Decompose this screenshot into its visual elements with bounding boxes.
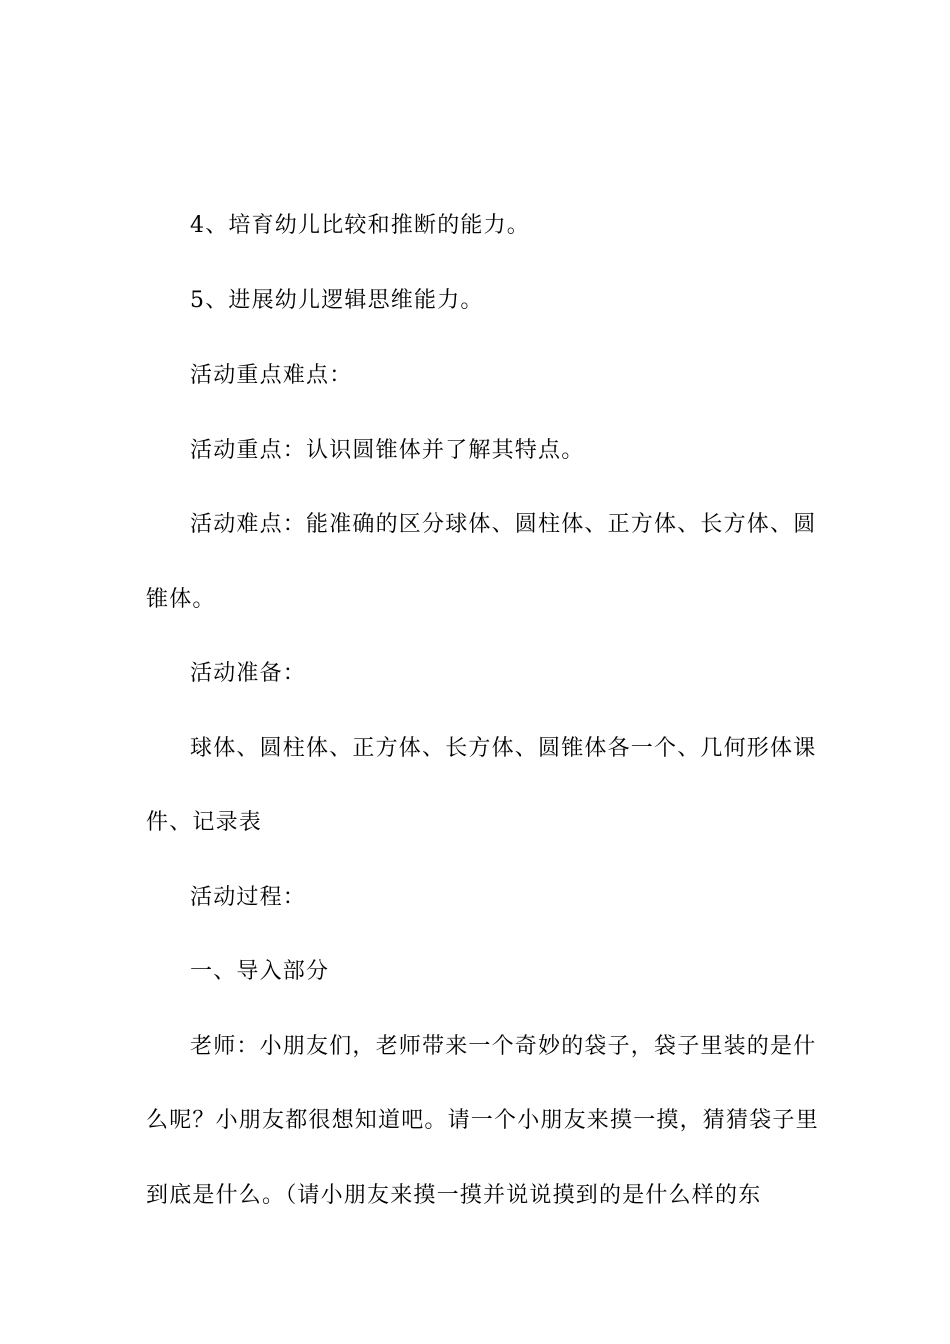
paragraph-line: 5、进展幼儿逻辑思维能力。	[190, 288, 484, 313]
paragraph-line: 球体、圆柱体、正方体、长方体、圆锥体各一个、几何形体课	[190, 736, 817, 761]
paragraph-line: 4、培育幼儿比较和推断的能力。	[190, 213, 530, 238]
paragraph-line: 到底是什么。（请小朋友来摸一摸并说说摸到的是什么样的东	[146, 1183, 762, 1208]
paragraph-line: 件、记录表	[146, 810, 263, 835]
paragraph-line: 活动难点：能准确的区分球体、圆柱体、正方体、长方体、圆	[190, 512, 817, 537]
paragraph-line: 么呢？小朋友都很想知道吧。请一个小朋友来摸一摸，猜猜袋子里	[146, 1108, 819, 1133]
subsection-heading: 一、导入部分	[190, 959, 330, 984]
paragraph-line: 活动重点：认识圆锥体并了解其特点。	[190, 438, 585, 463]
section-heading: 活动过程：	[190, 885, 307, 910]
paragraph-line: 老师：小朋友们，老师带来一个奇妙的袋子，袋子里装的是什	[190, 1034, 817, 1059]
section-heading: 活动重点难点：	[190, 363, 353, 388]
section-heading: 活动准备：	[190, 661, 307, 686]
paragraph-line: 锥体。	[146, 587, 216, 612]
